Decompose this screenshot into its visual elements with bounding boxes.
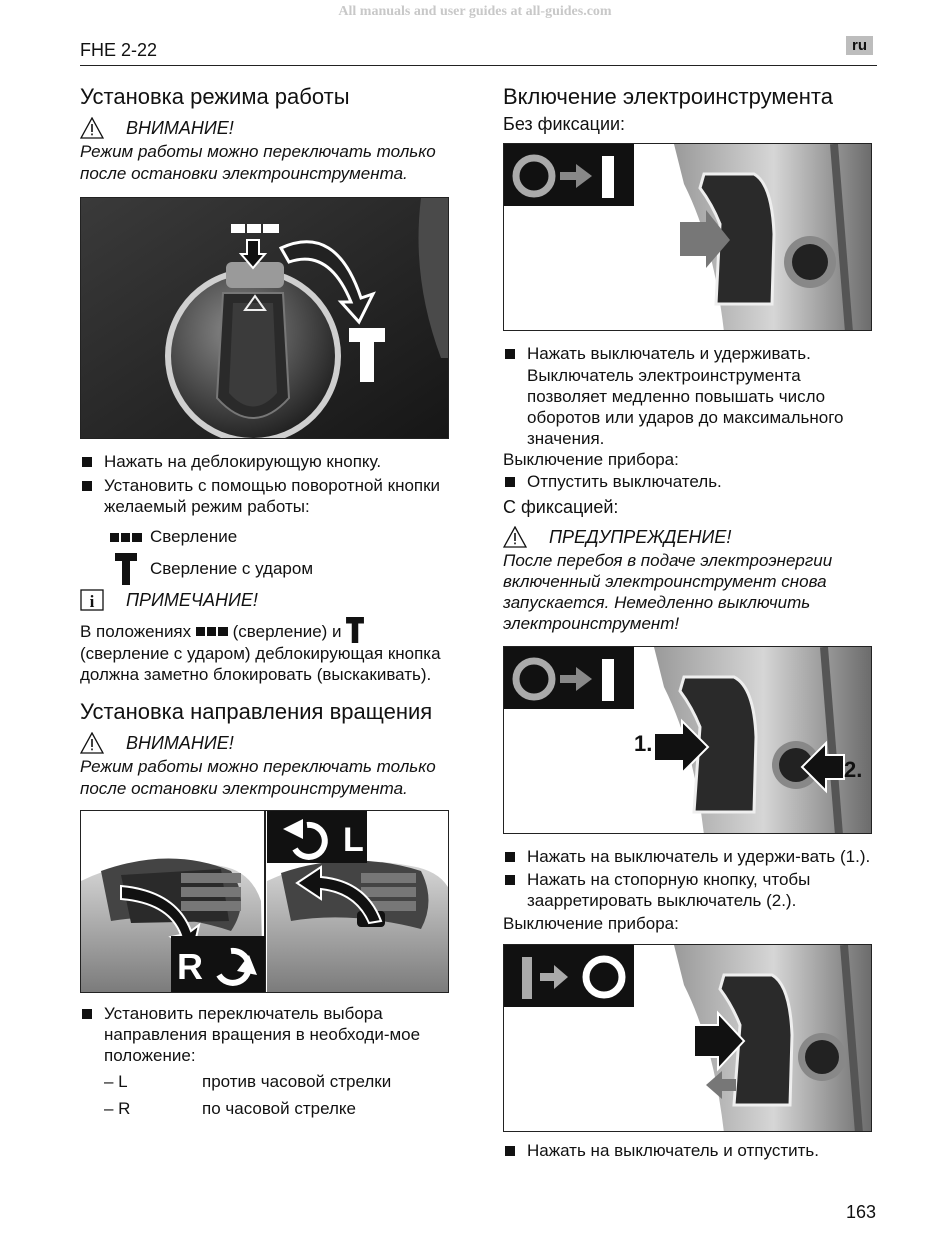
left-column <box>80 84 452 1122</box>
page-header <box>80 36 877 66</box>
mode-hammer-label: Сверление с ударом <box>150 559 314 578</box>
list-item: Нажать на выключатель и отпустить. <box>503 1140 877 1161</box>
list-item: Нажать на стопорную кнопку, чтобы заарретировать выключатель (2.). <box>503 869 877 911</box>
note-label: ПРИМЕЧАНИЕ! <box>126 589 258 610</box>
list-item: Отпустить выключатель. <box>503 471 877 492</box>
subsection-title: Без фиксации: <box>503 114 626 134</box>
mode-hammer-row <box>80 553 452 585</box>
model-name: FHE 2-22 <box>80 40 158 60</box>
warning-block <box>503 524 877 550</box>
warning-triangle-icon <box>80 117 104 139</box>
drill-mode-icon <box>196 625 228 637</box>
note-block <box>80 587 452 613</box>
rotation-section-title: Установка направления вращения <box>80 699 433 724</box>
note-text <box>80 617 452 685</box>
direction-key: – R <box>104 1099 131 1118</box>
trigger-figure-with-lock <box>503 646 872 834</box>
direction-row <box>80 1068 452 1095</box>
warning-text: Режим работы можно переключать только после остановки электроинструмента. <box>80 757 436 798</box>
warning-block <box>80 730 452 756</box>
page-number: 163 <box>845 1202 876 1222</box>
note-text-part: (сверление) и <box>232 622 342 641</box>
hammer-mode-icon <box>346 617 364 643</box>
list-item: Нажать выключатель и удерживать. <box>503 343 877 364</box>
warning-text: После перебоя в подаче электроэнергии включенный электроинструмент снова запускается. Немедленно выключить электроинструмент! <box>503 551 833 633</box>
mode-selector-figure <box>80 197 449 439</box>
hammer-mode-icon <box>102 553 150 585</box>
warning-text: Режим работы можно переключать только после остановки электроинструмента. <box>80 142 436 183</box>
language-badge: ru <box>846 36 873 55</box>
list-item: Нажать на выключатель и удержи-вать (1.). <box>503 846 877 867</box>
note-text-part: В положениях <box>80 622 192 641</box>
step1-label: 1. <box>634 731 653 756</box>
step2-label: 2. <box>844 757 863 782</box>
mode-drill-row <box>80 521 452 553</box>
off-label: Выключение прибора: <box>503 450 679 469</box>
direction-row <box>80 1095 452 1122</box>
svg-text:i: i <box>89 592 95 611</box>
direction-key: – L <box>104 1072 128 1091</box>
rotation-switch-figure <box>80 810 449 993</box>
drill-mode-icon <box>102 531 150 543</box>
subsection-title: С фиксацией: <box>503 497 619 517</box>
mode-section-title: Установка режима работы <box>80 84 350 109</box>
warning-triangle-icon <box>503 526 527 548</box>
note-text-part: (сверление с ударом) деблокирующая кнопка должна заметно блокировать (выскакивать). <box>80 644 441 684</box>
trigger-figure-off <box>503 944 872 1132</box>
direction-text: против часовой стрелки <box>202 1072 392 1091</box>
trigger-figure-no-lock <box>503 143 872 331</box>
off-label: Выключение прибора: <box>503 914 679 933</box>
right-column <box>503 84 877 1161</box>
list-item: Установить с помощью поворотной кнопки желаемый режим работы: <box>80 475 452 517</box>
list-item: Установить переключатель выбора направления вращения в необходи-мое положение: <box>80 1003 452 1066</box>
list-item: Нажать на деблокирующую кнопку. <box>80 451 452 472</box>
warning-label: ВНИМАНИЕ! <box>126 117 234 138</box>
warning-label: ВНИМАНИЕ! <box>126 732 234 753</box>
watermark: All manuals and user guides at all-guides.com <box>338 4 612 19</box>
mode-drill-label: Сверление <box>150 527 238 546</box>
warning-label: ПРЕДУПРЕЖДЕНИЕ! <box>549 526 732 547</box>
right-rotation-label: R <box>177 946 203 987</box>
warning-block <box>80 115 452 141</box>
direction-text: по часовой стрелке <box>202 1099 356 1118</box>
switch-section-title: Включение электроинструмента <box>503 84 833 109</box>
hold-description: Выключатель электроинструмента позволяет медленно повышать число оборотов или ударов до максимального значения. <box>527 366 844 448</box>
info-icon <box>80 589 104 611</box>
left-rotation-label: L <box>343 821 364 859</box>
warning-triangle-icon <box>80 732 104 754</box>
